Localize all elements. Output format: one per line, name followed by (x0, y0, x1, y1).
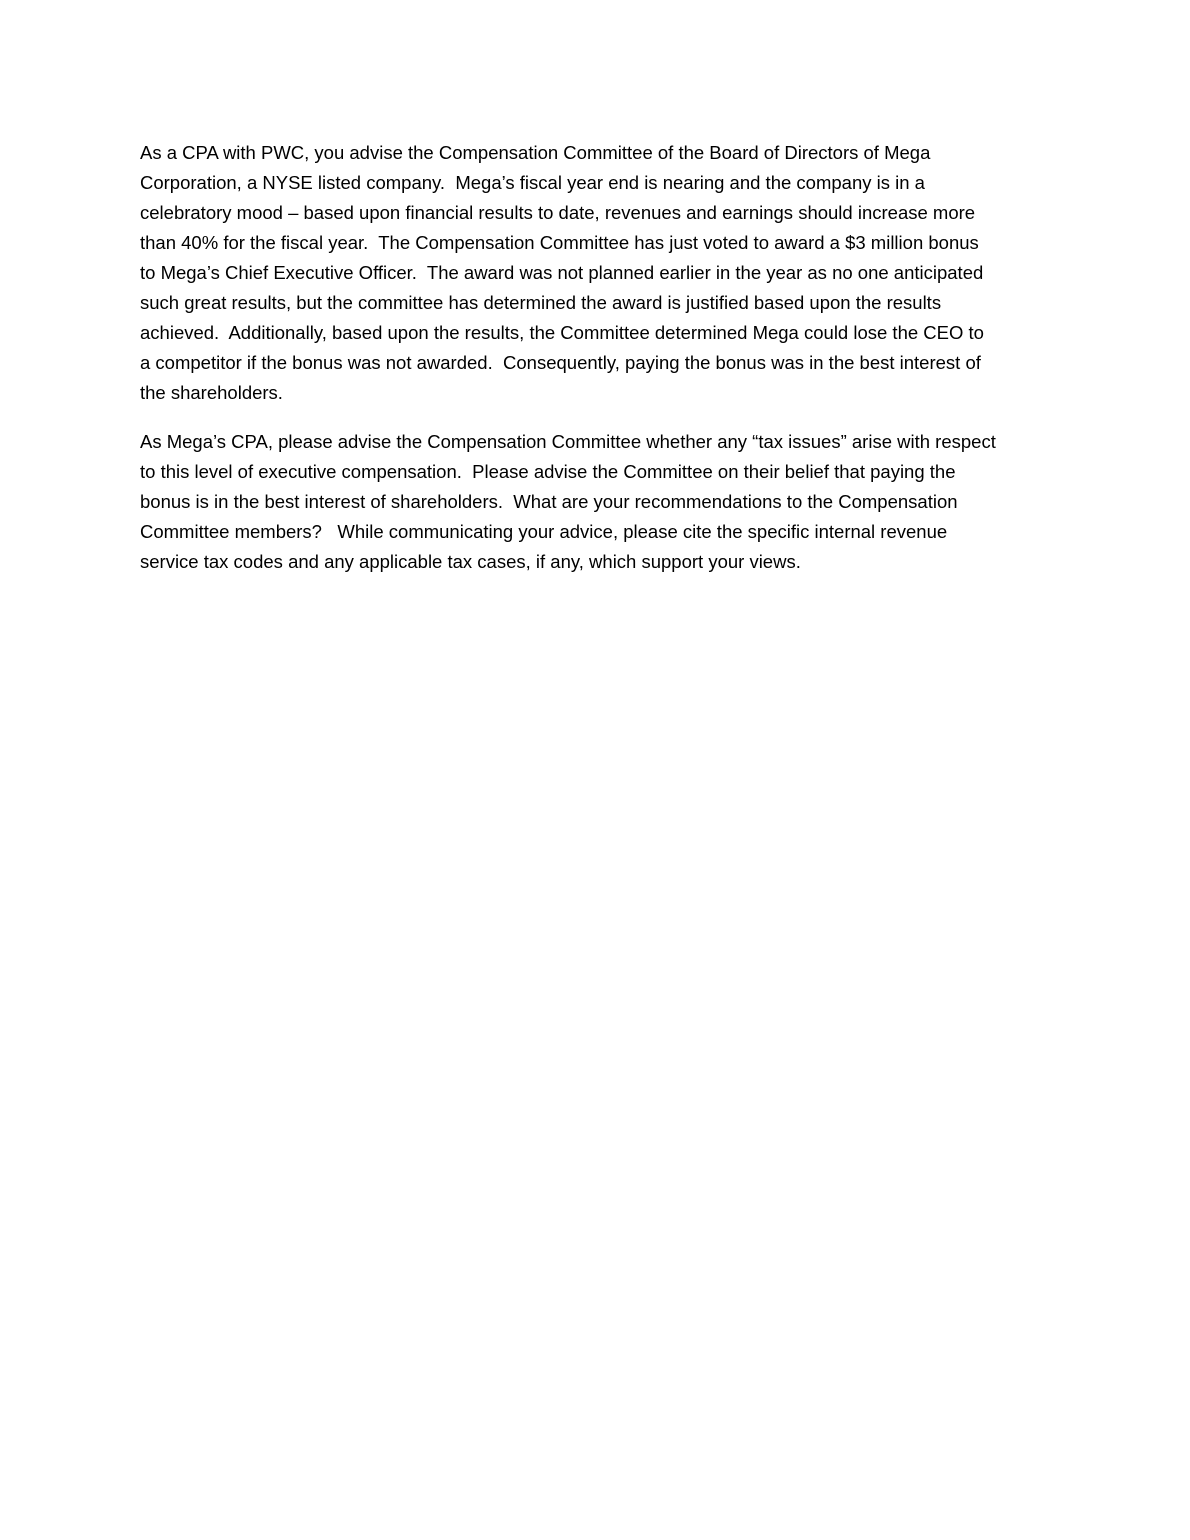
paragraph-line: As a CPA with PWC, you advise the Compensation Committee of the Board of Directors of Mega (140, 142, 931, 163)
paragraph-line: to this level of executive compensation. Please advise the Committee on their belief that paying the (140, 461, 956, 482)
paragraph-spacing (140, 408, 1052, 427)
paragraph-2 (140, 427, 1052, 577)
paragraph-line: Committee members? While communicating your advice, please cite the specific internal revenue (140, 521, 948, 542)
paragraph-line: Corporation, a NYSE listed company. Mega’s fiscal year end is nearing and the company is in a (140, 172, 925, 193)
paragraph-line: achieved. Additionally, based upon the results, the Committee determined Mega could lose the CEO to (140, 322, 984, 343)
paragraph-1 (140, 138, 1052, 408)
paragraph-line: service tax codes and any applicable tax cases, if any, which support your views. (140, 551, 801, 572)
paragraph-line: a competitor if the bonus was not awarded. Consequently, paying the bonus was in the best interest of (140, 352, 981, 373)
paragraph-line: celebratory mood – based upon financial results to date, revenues and earnings should increase more (140, 202, 976, 223)
paragraph-line: to Mega’s Chief Executive Officer. The award was not planned earlier in the year as no one anticipated (140, 262, 984, 283)
paragraph-line: bonus is in the best interest of shareholders. What are your recommendations to the Compensation (140, 491, 958, 512)
paragraph-line: As Mega’s CPA, please advise the Compensation Committee whether any “tax issues” arise with respect (140, 431, 996, 452)
paragraph-line: such great results, but the committee has determined the award is justified based upon the results (140, 292, 942, 313)
document-body (140, 138, 1052, 577)
paragraph-line: the shareholders. (140, 382, 283, 403)
paragraph-line: than 40% for the fiscal year. The Compensation Committee has just voted to award a $3 million bonus (140, 232, 979, 253)
